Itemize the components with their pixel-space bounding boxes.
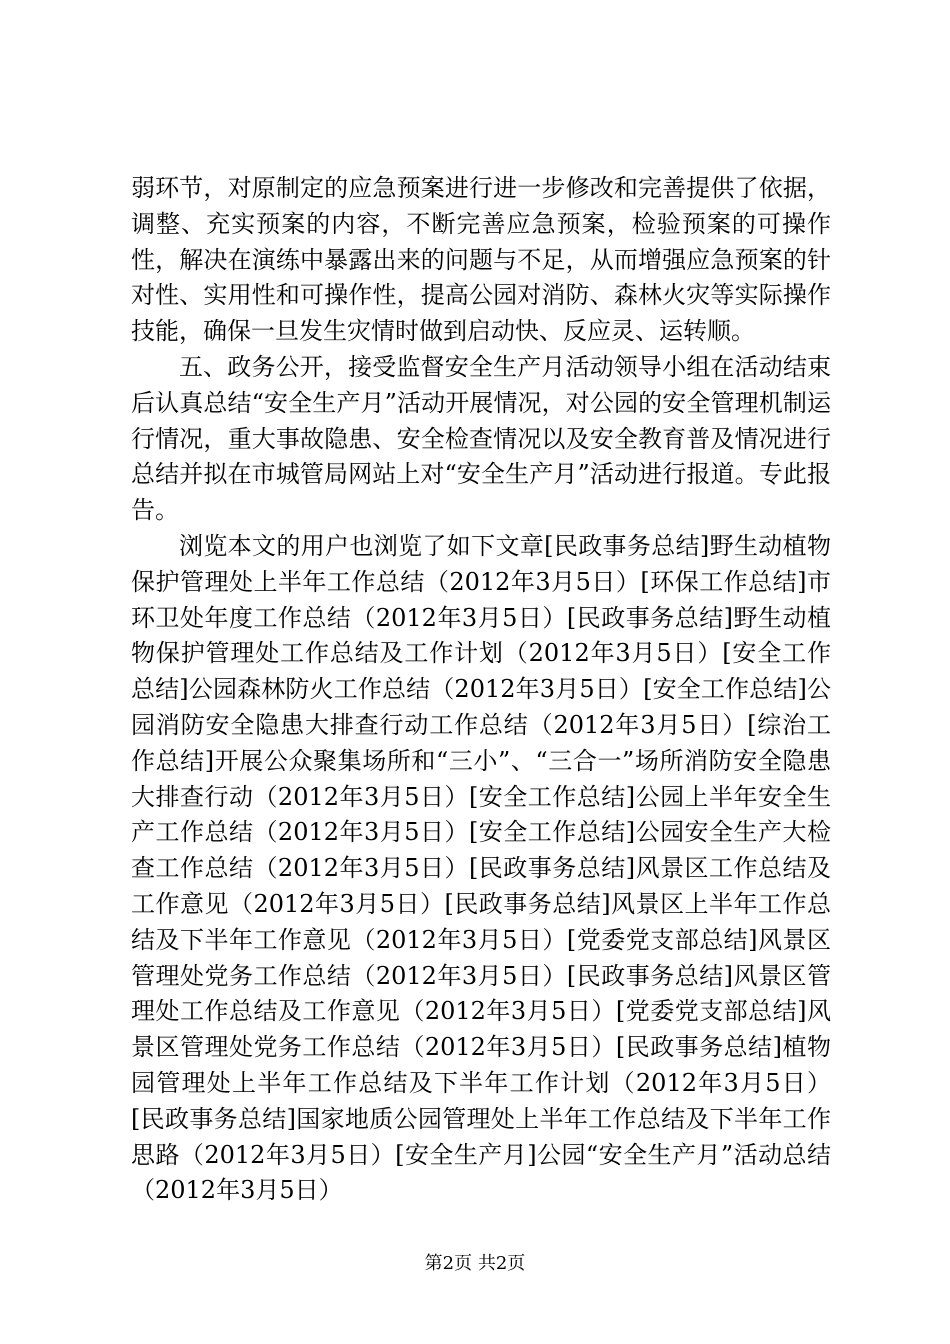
document-body (131, 171, 831, 1209)
paragraph-section-five: 五、政务公开，接受监督安全生产月活动领导小组在活动结束后认真总结“安全生产月”活动开展情况，对公园的安全管理机制运行情况，重大事故隐患、安全检查情况以及安全教育普及情况进行总结并拟在市城管局网站上对“安全生产月”活动进行报道。专此报告。 (131, 352, 831, 525)
paragraph-related-articles: 浏览本文的用户也浏览了如下文章[民政事务总结]野生动植物保护管理处上半年工作总结（2012年3月5日）[环保工作总结]市环卫处年度工作总结（2012年3月5日）[民政事务总结]野生动植物保护管理处工作总结及工作计划（2012年3月5日）[安全工作总结]公园森林防火工作总结（2012年3月5日）[安全工作总结]公园消防安全隐患大排查行动工作总结（2012年3月5日）[综治工作总结]开展公众聚集场所和“三小”、“三合一”场所消防安全隐患大排查行动（2012年3月5日）[安全工作总结]公园上半年安全生产工作总结（2012年3月5日）[安全工作总结]公园安全生产大检查工作总结（2012年3月5日）[民政事务总结]风景区工作总结及工作意见（2012年3月5日）[民政事务总结]风景区上半年工作总结及下半年工作意见（2012年3月5日）[党委党支部总结]风景区管理处党务工作总结（2012年3月5日）[民政事务总结]风景区管理处工作总结及工作意见（2012年3月5日）[党委党支部总结]风景区管理处党务工作总结（2012年3月5日）[民政事务总结]植物园管理处上半年工作总结及下半年工作计划（2012年3月5日）[民政事务总结]国家地质公园管理处上半年工作总结及下半年工作思路（2012年3月5日）[安全生产月]公园“安全生产月”活动总结（2012年3月5日） (131, 531, 831, 1205)
page-footer: 第2页 共2页 (424, 1253, 526, 1274)
paragraph-continuation: 弱环节，对原制定的应急预案进行进一步修改和完善提供了依据，调整、充实预案的内容，不断完善应急预案，检验预案的可操作性，解决在演练中暴露出来的问题与不足，从而增强应急预案的针对性、实用性和可操作性，提高公园对消防、森林火灾等实际操作技能，确保一旦发生灾情时做到启动快、反应灵、运转顺。 (131, 174, 831, 346)
